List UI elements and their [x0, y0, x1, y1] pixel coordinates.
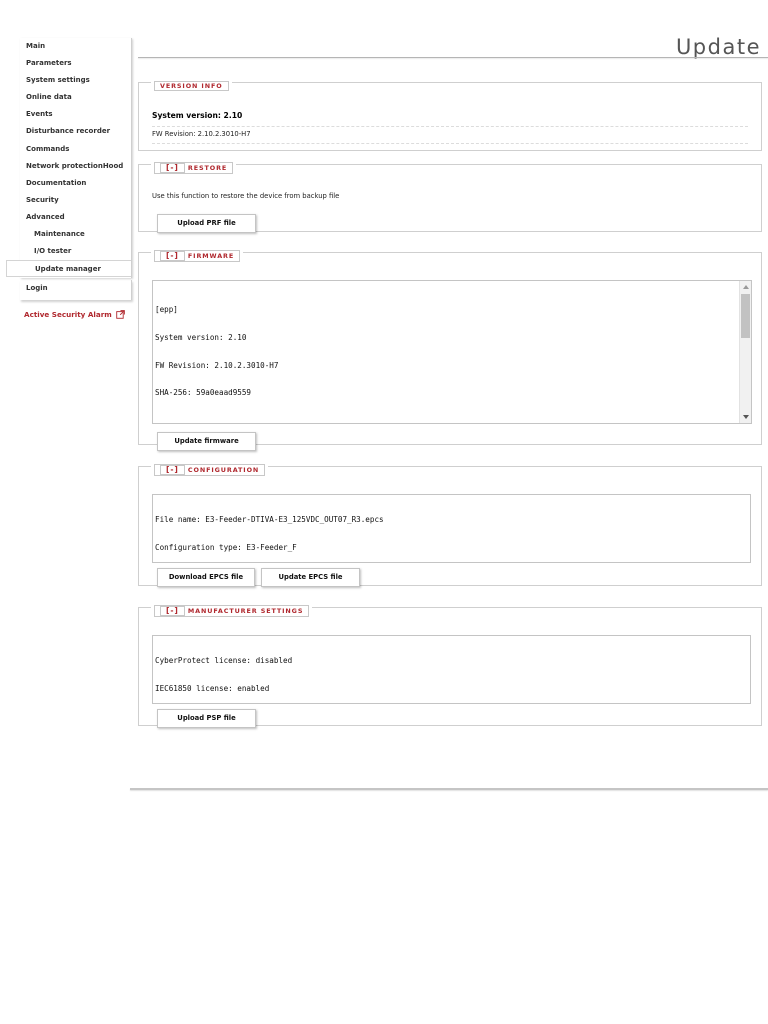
upload-psp-file-button[interactable]: Upload PSP file — [157, 709, 256, 728]
fw-revision-text: FW Revision: 2.10.2.3010-H7 — [152, 130, 251, 138]
external-link-icon — [116, 310, 125, 319]
scroll-down-arrow-icon[interactable] — [743, 415, 749, 419]
sidebar-item-parameters[interactable]: Parameters — [26, 59, 72, 68]
version-info-legend: VERSION INFO — [151, 73, 232, 92]
active-security-alarm-label: Active Security Alarm — [24, 310, 112, 320]
scroll-up-arrow-icon[interactable] — [743, 285, 749, 289]
sidebar-item-events[interactable]: Events — [26, 110, 53, 119]
restore-legend[interactable]: [-] RESTORE — [151, 155, 236, 174]
sidebar-subitem-io-tester[interactable]: I/O tester — [34, 247, 72, 256]
sidebar-item-commands[interactable]: Commands — [26, 144, 70, 153]
manufacturer-settings-legend[interactable]: [-] MANUFACTURER SETTINGS — [151, 598, 312, 617]
sidebar-item-advanced[interactable]: Advanced — [26, 212, 65, 221]
divider — [152, 126, 748, 127]
scrollbar-thumb[interactable] — [741, 294, 750, 338]
active-security-alarm-link[interactable] — [20, 310, 132, 319]
sidebar-item-disturbance-recorder[interactable]: Disturbance recorder — [26, 127, 111, 136]
manufacturer-info-textarea[interactable]: CyberProtect license: disabled IEC61850 license: enabled — [152, 635, 751, 704]
upload-prf-file-button[interactable]: Upload PRF file — [157, 214, 256, 233]
configuration-section — [138, 457, 762, 586]
download-epcs-file-button[interactable]: Download EPCS file — [157, 568, 255, 587]
version-info-section — [138, 73, 762, 151]
firmware-scrollbar[interactable] — [739, 281, 751, 423]
restore-section — [138, 155, 762, 232]
update-firmware-button[interactable]: Update firmware — [157, 432, 256, 451]
sidebar-item-system-settings[interactable]: System settings — [26, 76, 90, 85]
sidebar-login-box — [20, 280, 132, 300]
sidebar-item-login[interactable]: Login — [26, 284, 48, 293]
firmware-section — [138, 243, 762, 445]
main-content — [138, 0, 768, 790]
firmware-legend[interactable]: [-] FIRMWARE — [151, 243, 243, 262]
sidebar-menu — [20, 38, 132, 278]
sidebar-subitem-update-manager[interactable]: Update manager — [6, 260, 131, 277]
content-bottom-border — [130, 788, 768, 790]
firmware-info-textarea[interactable]: [epp] System version: 2.10 FW Revision: 2.10.2.3010-H7 SHA-256: 59a0eaad9559 — [152, 280, 752, 424]
sidebar-item-online-data[interactable]: Online data — [26, 93, 72, 102]
title-divider — [138, 57, 768, 58]
system-version-text: System version: 2.10 — [152, 111, 243, 120]
divider — [152, 143, 748, 144]
page-title: Update — [675, 35, 761, 59]
sidebar-nav — [20, 38, 132, 319]
configuration-info-textarea[interactable]: File name: E3-Feeder-DTIVA-E3_125VDC_OUT07_R3.epcs Configuration type: E3-Feeder_F — [152, 494, 751, 563]
sidebar-item-network-protectionhood[interactable]: Network protectionHood — [26, 161, 124, 170]
sidebar-item-documentation[interactable]: Documentation — [26, 178, 87, 187]
sidebar-item-main[interactable]: Main — [26, 42, 46, 50]
restore-description: Use this function to restore the device from backup file — [152, 192, 340, 200]
sidebar-subitem-maintenance[interactable]: Maintenance — [34, 230, 85, 239]
update-epcs-file-button[interactable]: Update EPCS file — [261, 568, 360, 587]
configuration-legend[interactable]: [-] CONFIGURATION — [151, 457, 268, 476]
sidebar-item-security[interactable]: Security — [26, 195, 59, 204]
manufacturer-settings-section — [138, 598, 762, 726]
